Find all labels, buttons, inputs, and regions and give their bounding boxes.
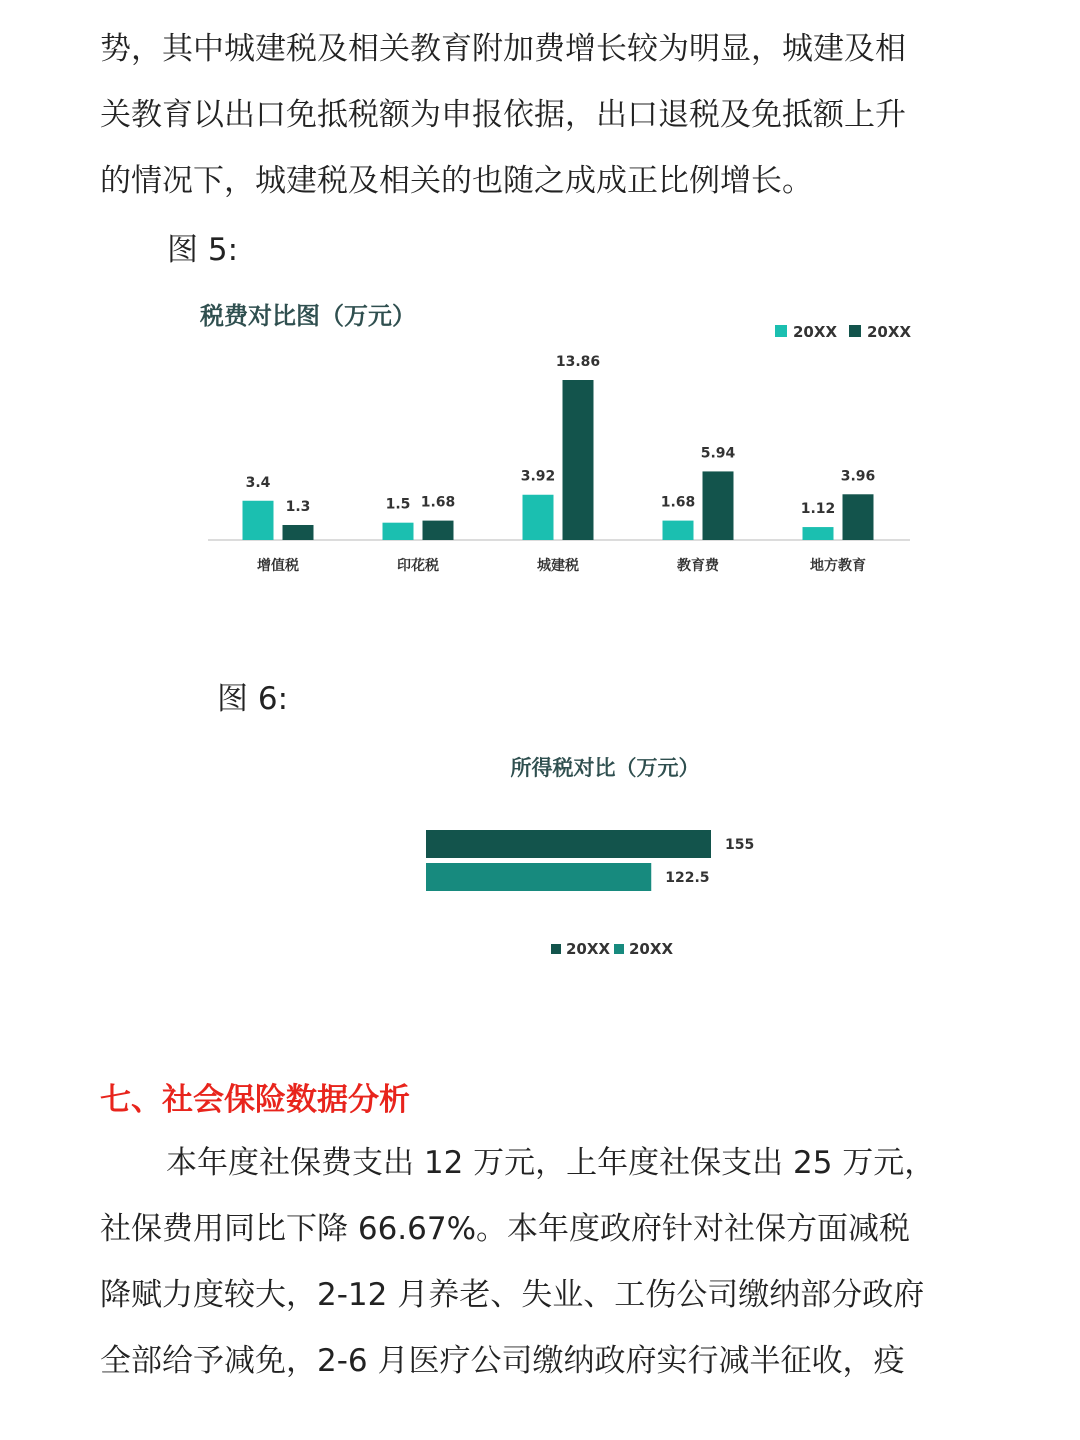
bar <box>423 521 454 540</box>
paragraph-social-insurance <box>100 1130 980 1394</box>
legend-label: 20XX <box>566 940 611 958</box>
bar <box>426 863 651 891</box>
data-label: 1.12 <box>800 501 836 518</box>
text-line: 社保费用同比下降 66.67%。本年度政府针对社保方面减税 <box>100 1211 911 1247</box>
text-line: 全部给予减免，2-6 月医疗公司缴纳政府实行减半征收，疫 <box>100 1343 905 1379</box>
bar <box>563 380 594 540</box>
text-line: 的情况下，城建税及相关的也随之成成正比例增长。 <box>100 163 813 199</box>
chart-marks <box>243 354 876 574</box>
chart-marks <box>426 830 754 891</box>
legend-label: 20XX <box>793 323 838 341</box>
legend-swatch <box>775 325 787 337</box>
data-label: 3.92 <box>520 468 556 485</box>
legend-label: 20XX <box>867 323 912 341</box>
figure-6-label: 图 6: <box>217 681 289 717</box>
bar <box>843 494 874 540</box>
category-label: 印花税 <box>397 558 439 574</box>
bar <box>663 521 694 540</box>
data-label: 1.5 <box>385 496 411 513</box>
data-label: 122.5 <box>665 870 710 886</box>
category-label: 城建税 <box>537 558 579 574</box>
legend-swatch <box>849 325 861 337</box>
data-label: 3.96 <box>840 468 876 485</box>
legend-swatch <box>551 944 561 954</box>
chart-title: 所得税对比（万元） <box>510 756 700 780</box>
tax-comparison-chart <box>190 290 950 590</box>
bar <box>383 523 414 540</box>
bar <box>803 527 834 540</box>
bar <box>283 525 314 540</box>
data-label: 3.4 <box>245 474 271 491</box>
data-label: 5.94 <box>700 445 736 462</box>
data-label: 1.3 <box>285 498 311 515</box>
text-line: 降赋力度较大，2-12 月养老、失业、工伤公司缴纳部分政府 <box>100 1277 925 1313</box>
category-label: 教育费 <box>677 558 719 574</box>
figure-5-label: 图 5: <box>167 232 239 268</box>
bar <box>243 501 274 540</box>
bar <box>523 495 554 540</box>
legend-label: 20XX <box>629 940 674 958</box>
income-tax-chart <box>400 745 920 975</box>
data-label: 13.86 <box>555 354 601 370</box>
legend-swatch <box>614 944 624 954</box>
data-label: 155 <box>725 837 755 853</box>
section-heading: 七、社会保险数据分析 <box>100 1082 410 1118</box>
category-label: 地方教育 <box>810 558 866 574</box>
data-label: 1.68 <box>420 494 456 511</box>
text-line: 关教育以出口免抵税额为申报依据，出口退税及免抵额上升 <box>100 97 906 133</box>
paragraph-export-tax <box>100 16 980 214</box>
category-label: 增值税 <box>257 558 299 574</box>
chart-title: 税费对比图（万元） <box>200 302 416 330</box>
bar <box>703 471 734 540</box>
bar <box>426 830 711 858</box>
text-line: 势，其中城建税及相关教育附加费增长较为明显，城建及相 <box>100 31 906 67</box>
text-line: 本年度社保费支出 12 万元，上年度社保支出 25 万元， <box>166 1145 936 1181</box>
data-label: 1.68 <box>660 494 696 511</box>
